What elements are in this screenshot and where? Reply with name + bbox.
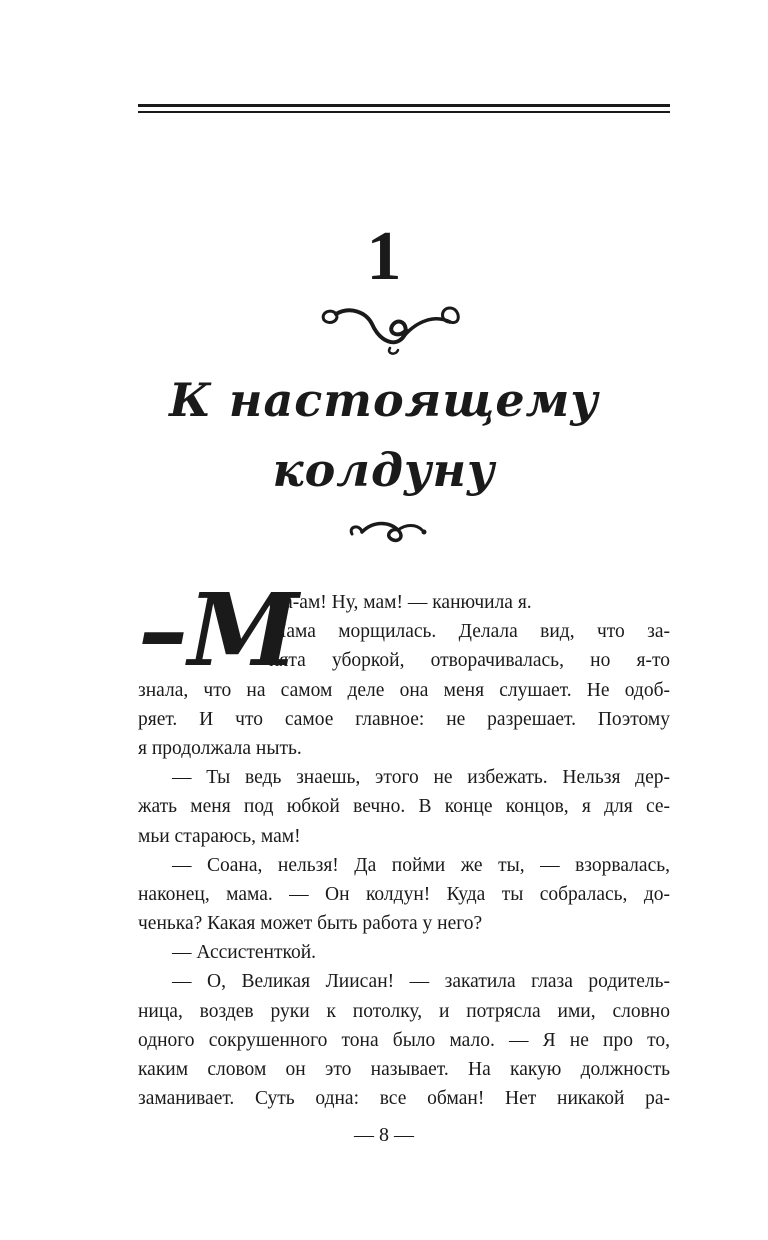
drop-cap: –М <box>138 571 299 689</box>
body-text <box>138 588 670 1113</box>
text-line: ряет. И что самое главное: не разрешает. Поэтому <box>138 708 670 730</box>
text-line: я продолжала ныть. <box>138 737 302 759</box>
text-line: одного сокрушенного тона было мало. — Я не про то, <box>138 1029 670 1051</box>
text-line: каким словом он это называет. На какую должность <box>138 1059 670 1080</box>
text-line: — Соана, нельзя! Да пойми же ты, — взорвалась, <box>172 854 670 876</box>
page-number: — 8 — <box>354 1124 414 1146</box>
text-line: а-а-ам! Ну, мам! — канючила я. <box>269 592 532 613</box>
text-line: ница, воздев руки к потолку, и потрясла ими, словно <box>138 1000 670 1022</box>
chapter-title-line-2: колдуну <box>272 443 496 497</box>
text-line: знала, что на самом деле она меня слушает. Не одоб- <box>138 679 670 701</box>
text-line: наконец, мама. — Он колдун! Куда ты собралась, до- <box>138 883 670 905</box>
chapter-number: 1 <box>366 218 402 295</box>
text-line: ченька? Какая может быть работа у него? <box>138 913 483 935</box>
text-line: — Ты ведь знаешь, этого не избежать. Нельзя дер- <box>172 767 670 789</box>
text-line: заманивает. Суть одна: все обман! Нет никакой ра- <box>138 1088 670 1110</box>
flourish-bottom-icon <box>340 508 430 550</box>
text-line: — О, Великая Лиисан! — закатила глаза родитель- <box>172 971 670 993</box>
text-line: мьи стараюсь, мам! <box>138 825 301 847</box>
header-rule-thin <box>138 111 670 113</box>
text-line: жать меня под юбкой вечно. В конце концов, я для се- <box>138 796 670 818</box>
header-rule-thick <box>138 104 670 107</box>
flourish-top-icon <box>310 292 470 358</box>
text-line: нята уборкой, отворачивалась, но я-то <box>269 650 670 672</box>
chapter-title-line-1: К настоящему <box>169 373 599 427</box>
text-line: — Ассистенткой. <box>172 942 317 964</box>
text-line: Мама морщилась. Делала вид, что за- <box>269 621 670 643</box>
